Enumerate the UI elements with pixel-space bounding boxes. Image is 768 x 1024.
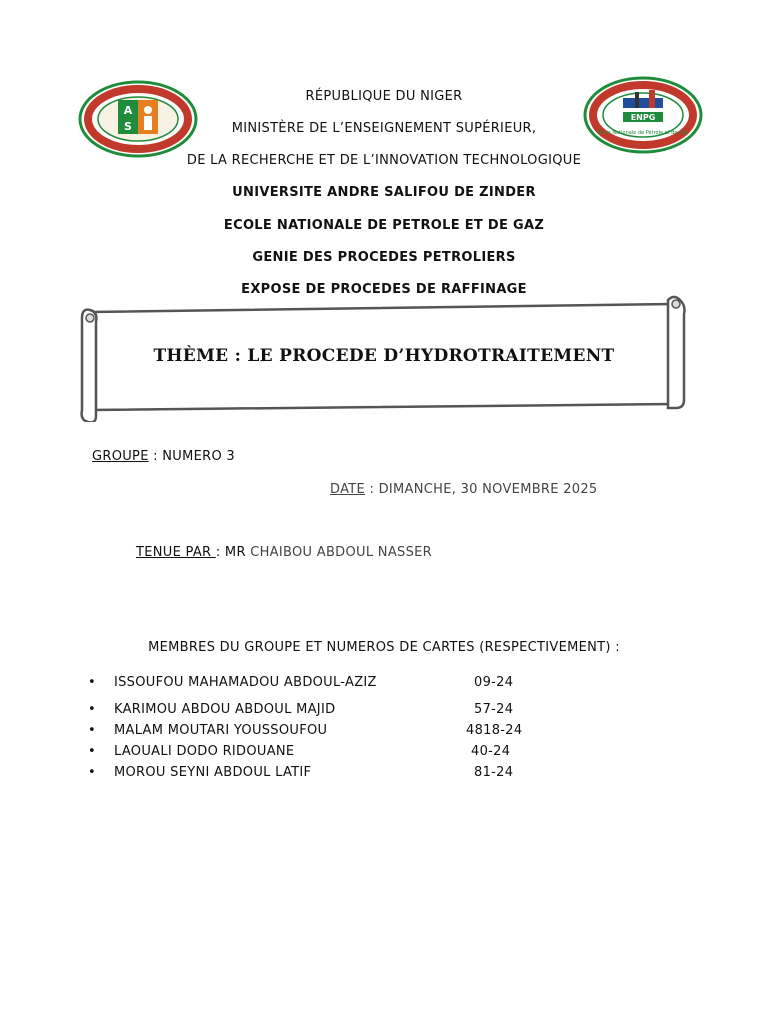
svg-text:S: S (124, 120, 132, 133)
header-school: ECOLE NATIONALE DE PETROLE ET DE GAZ (223, 218, 545, 233)
held-prefix: : MR (215, 545, 251, 560)
svg-text:Ecole Nationale de Pétrole et: Ecole Nationale de Pétrole et de Gaz (597, 130, 689, 136)
header-ministry: MINISTÈRE DE L’ENSEIGNEMENT SUPÉRIEUR, (231, 121, 537, 136)
list-item (88, 744, 608, 762)
member-card: 40-24 (471, 744, 511, 759)
header-department: GENIE DES PROCEDES PETROLIERS (252, 250, 516, 265)
held-name: CHAIBOU ABDOUL NASSER (250, 545, 432, 560)
list-item (88, 702, 608, 720)
member-card: 81-24 (474, 765, 514, 780)
held-by-line (136, 545, 432, 560)
member-name: MALAM MOUTARI YOUSSOUFOU (114, 723, 328, 738)
header-university: UNIVERSITE ANDRE SALIFOU DE ZINDER (232, 185, 536, 200)
bullet-icon: • (88, 675, 96, 690)
group-value: : NUMERO 3 (148, 449, 236, 464)
member-name: MOROU SEYNI ABDOUL LATIF (114, 765, 312, 780)
theme-title: THÈME : LE PROCEDE D’HYDROTRAITEMENT (153, 346, 615, 366)
member-card: 4818-24 (466, 723, 523, 738)
bullet-icon: • (88, 765, 96, 780)
header-course: EXPOSE DE PROCEDES DE RAFFINAGE (241, 282, 527, 297)
date-line (330, 482, 598, 497)
list-item (88, 723, 608, 741)
member-name: LAOUALI DODO RIDOUANE (114, 744, 295, 759)
group-label: GROUPE (92, 449, 149, 464)
member-card: 09-24 (474, 675, 514, 690)
header-country: RÉPUBLIQUE DU NIGER (305, 89, 463, 104)
member-name: ISSOUFOU MAHAMADOU ABDOUL-AZIZ (114, 675, 377, 690)
bullet-icon: • (88, 723, 96, 738)
svg-text:A: A (123, 104, 133, 117)
list-item (88, 765, 608, 783)
list-item (88, 675, 608, 693)
members-title: MEMBRES DU GROUPE ET NUMEROS DE CARTES (RESPECTIVEMENT) : (148, 640, 620, 655)
header-ministry-cont: DE LA RECHERCHE ET DE L’INNOVATION TECHNOLOGIQUE (186, 153, 582, 168)
group-line (92, 449, 235, 464)
bullet-icon: • (88, 702, 96, 717)
date-value: : DIMANCHE, 30 NOVEMBRE 2025 (365, 482, 598, 497)
held-label: TENUE PAR (136, 545, 216, 560)
member-name: KARIMOU ABDOU ABDOUL MAJID (114, 702, 336, 717)
svg-text:ENPG: ENPG (630, 113, 656, 122)
enpg-logo-right (583, 76, 703, 154)
member-card: 57-24 (474, 702, 514, 717)
bullet-icon: • (88, 744, 96, 759)
date-label: DATE (330, 482, 366, 497)
